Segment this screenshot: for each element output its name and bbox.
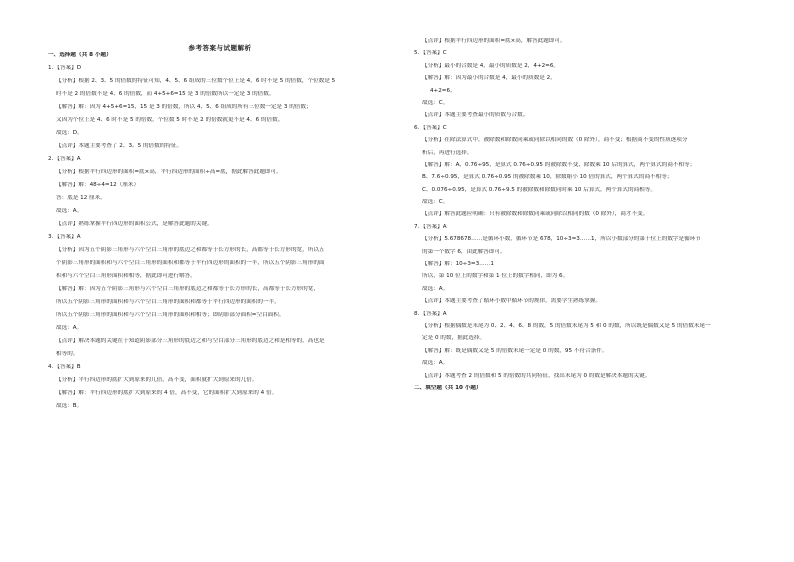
text-line: 故选：A。 — [422, 285, 449, 292]
text-line: 【分析】根据平行四边形的面积=底×高，平行四边形的面积÷高=底，据此解答此题即可。 — [56, 169, 282, 175]
text-line: 故选：A。 — [56, 325, 83, 331]
text-line: 又因为个位上是 4、6 时不是 5 的倍数，个位数 5 时不是 2 的倍数就更不是 4、6 的倍数。 — [56, 117, 284, 123]
section-heading: 二、填空题（共 10 小题） — [414, 384, 482, 391]
text-line: 【解答】解：48÷4=12（厘米） — [56, 182, 140, 188]
text-line: 【点评】本题主要考查了 2、3、5 的倍数的特征。 — [56, 143, 183, 149]
text-line: 【解答】解：10÷3=3……1 — [422, 261, 494, 268]
text-line: 4+2=6。 — [430, 87, 456, 94]
left-column — [48, 40, 400, 416]
text-line: 故选：C。 — [422, 199, 449, 206]
right-column — [414, 38, 766, 397]
text-line: 答：底是 12 厘米。 — [56, 195, 106, 201]
text-line: 4．【答案】B — [48, 364, 81, 370]
text-line: 【解答】解：因为五个阴影三角形与六个空白三角形的底边之和都等于长方形的长，高都等于长方形的宽， — [56, 286, 319, 292]
text-line: 【点评】本题主要考查了循环小数中循环节的规律，需要学生熟练掌握。 — [422, 298, 602, 305]
text-line: 所以，第 10 位上的数字和第 1 位上的数字相同，即为 6。 — [422, 273, 569, 280]
text-line: 【分析】根据 2、3、5 的倍数的特征可知，4、5、6 组成的三位数个位上是 4，6 时不是 5 的倍数，个位数是 5 — [56, 78, 336, 84]
text-line: 定是 0 的数，据此选择。 — [422, 335, 486, 342]
text-line: 【点评】解决本题的关键在于知道阴影部分三角形的底边之和与空白部分三角形的底边之和是相等的，高也是 — [56, 338, 325, 344]
text-line: 【分析】根据偶数是末尾为 0、2、4、6、8 的数，5 的倍数末尾为 5 和 0 的数，所以既是偶数又是 5 的倍数末尾一 — [422, 322, 711, 329]
text-line: 【点评】根据平行四边形的面积=底×高，解答此题即可。 — [422, 38, 566, 44]
text-line: 【解答】解：既是偶数又是 5 的倍数末尾一定是 0 的数，95 不符合条件。 — [422, 347, 608, 354]
text-line: 【分析】最小的合数是 4，最小的质数是 2，4+2=6。 — [422, 62, 560, 69]
text-line: 【分析】因为五个阴影三角形与六个空白三角形的底边之和都等于长方形的长，高都等于长方形的宽，所以五 — [56, 247, 325, 253]
text-line: 积和与六个空白三角形面积和相等，据此即可进行解答。 — [56, 273, 196, 279]
text-line: 【解答】解：因为 4+5+6=15，15 是 3 的倍数，所以 4、5、6 组成的所有三位数一定是 3 的倍数； — [56, 104, 312, 110]
text-line: 故选：C。 — [422, 99, 449, 106]
text-line: B、7.6÷0.95，是算式 0.76÷0.95 的被除数乘 10，除数缩小 10 倍的算式，两个算式的商不相等； — [422, 174, 673, 181]
text-line: 6．【答案】C — [414, 124, 447, 131]
text-line: 个阴影三角形的面积和与六个空白三角形的面积和都等于平行四边形的面积的一半，所以五个阴影三角形的面 — [56, 260, 325, 266]
text-line: 【点评】本题考查 2 的倍数和 5 的倍数的共同特征，找出末尾为 0 的数是解决本题的关键。 — [422, 372, 651, 379]
text-line: 的第一个数字 6，由此解答即可。 — [422, 248, 506, 255]
text-line: 5．【答案】C — [414, 50, 447, 57]
text-line: 2．【答案】A — [48, 156, 81, 162]
text-line: 【点评】本题主要考查最小的质数与合数。 — [422, 112, 529, 119]
text-line: 相等的。 — [56, 351, 79, 357]
text-line: 【分析】在除法算式中，被除数和除数同乘或同除以相同的数（0 除外），商不变；根据商不变的性质逐项分 — [422, 137, 688, 144]
text-line: 时不是 2 的倍数不是 4、6 的倍数，而 4+5+6=15 是 3 的倍数所以一定是 3 的倍数。 — [56, 91, 275, 97]
text-line: 【分析】5.678678……是循环小数，循环节是 678，10÷3=3……1，所以小数部分的第十位上的数字是循环节 — [422, 236, 701, 243]
section-heading: 一、选择题（共 8 小题） — [48, 52, 112, 58]
text-line: 所以五个阴影三角形的面积和与六个空白三角形的面积和都等于平行四边形的面积的一半， — [56, 299, 280, 305]
text-line: 析后，再进行选择。 — [422, 149, 473, 156]
text-line: 所以五个阴影三角形的面积和与六个空白三角形的面积和相等；即阴影部分面积=空白面积。 — [56, 312, 285, 318]
text-line: 【解答】解：平行四边形的底扩大到原来的 4 倍，高不变，它的面积扩大到原来的 4 倍。 — [56, 390, 278, 396]
text-line: 故选：D。 — [56, 130, 83, 136]
text-line: 【解答】解：因为最小的合数是 4，最小的质数是 2， — [422, 75, 556, 82]
text-line: 【分析】平行四边形的底扩大到原来的几倍，高不变，面积就扩大到原来的几倍。 — [56, 377, 258, 383]
text-line: 8．【答案】A — [414, 310, 447, 317]
text-line: 故选：B。 — [56, 403, 83, 409]
text-line: 【解答】解：A、0.76÷95，是算式 0.76÷0.95 的被除数不变，除数乘 10 后的算式，两个算式的商不相等； — [422, 161, 696, 168]
text-line: 3．【答案】A — [48, 234, 81, 240]
document-title: 参考答案与试题解析 — [188, 44, 252, 52]
text-line: 【点评】熟练掌握平行四边形的面积公式，是解答此题的关键。 — [56, 221, 213, 227]
text-line: 【点评】解答此题应明确：只有被除数和除数同乘或同除以相同的数（0 除外），商才不变。 — [422, 211, 649, 218]
text-line: 7．【答案】A — [414, 223, 447, 230]
text-line: 故选：A。 — [56, 208, 83, 214]
text-line: 故选：A。 — [422, 360, 449, 367]
text-line: 1．【答案】D — [48, 65, 82, 71]
text-line: C、0.076÷0.95，是算式 0.76÷9.5 的被除数和除数同时乘 10 后算式，两个算式的商相等。 — [422, 186, 656, 193]
